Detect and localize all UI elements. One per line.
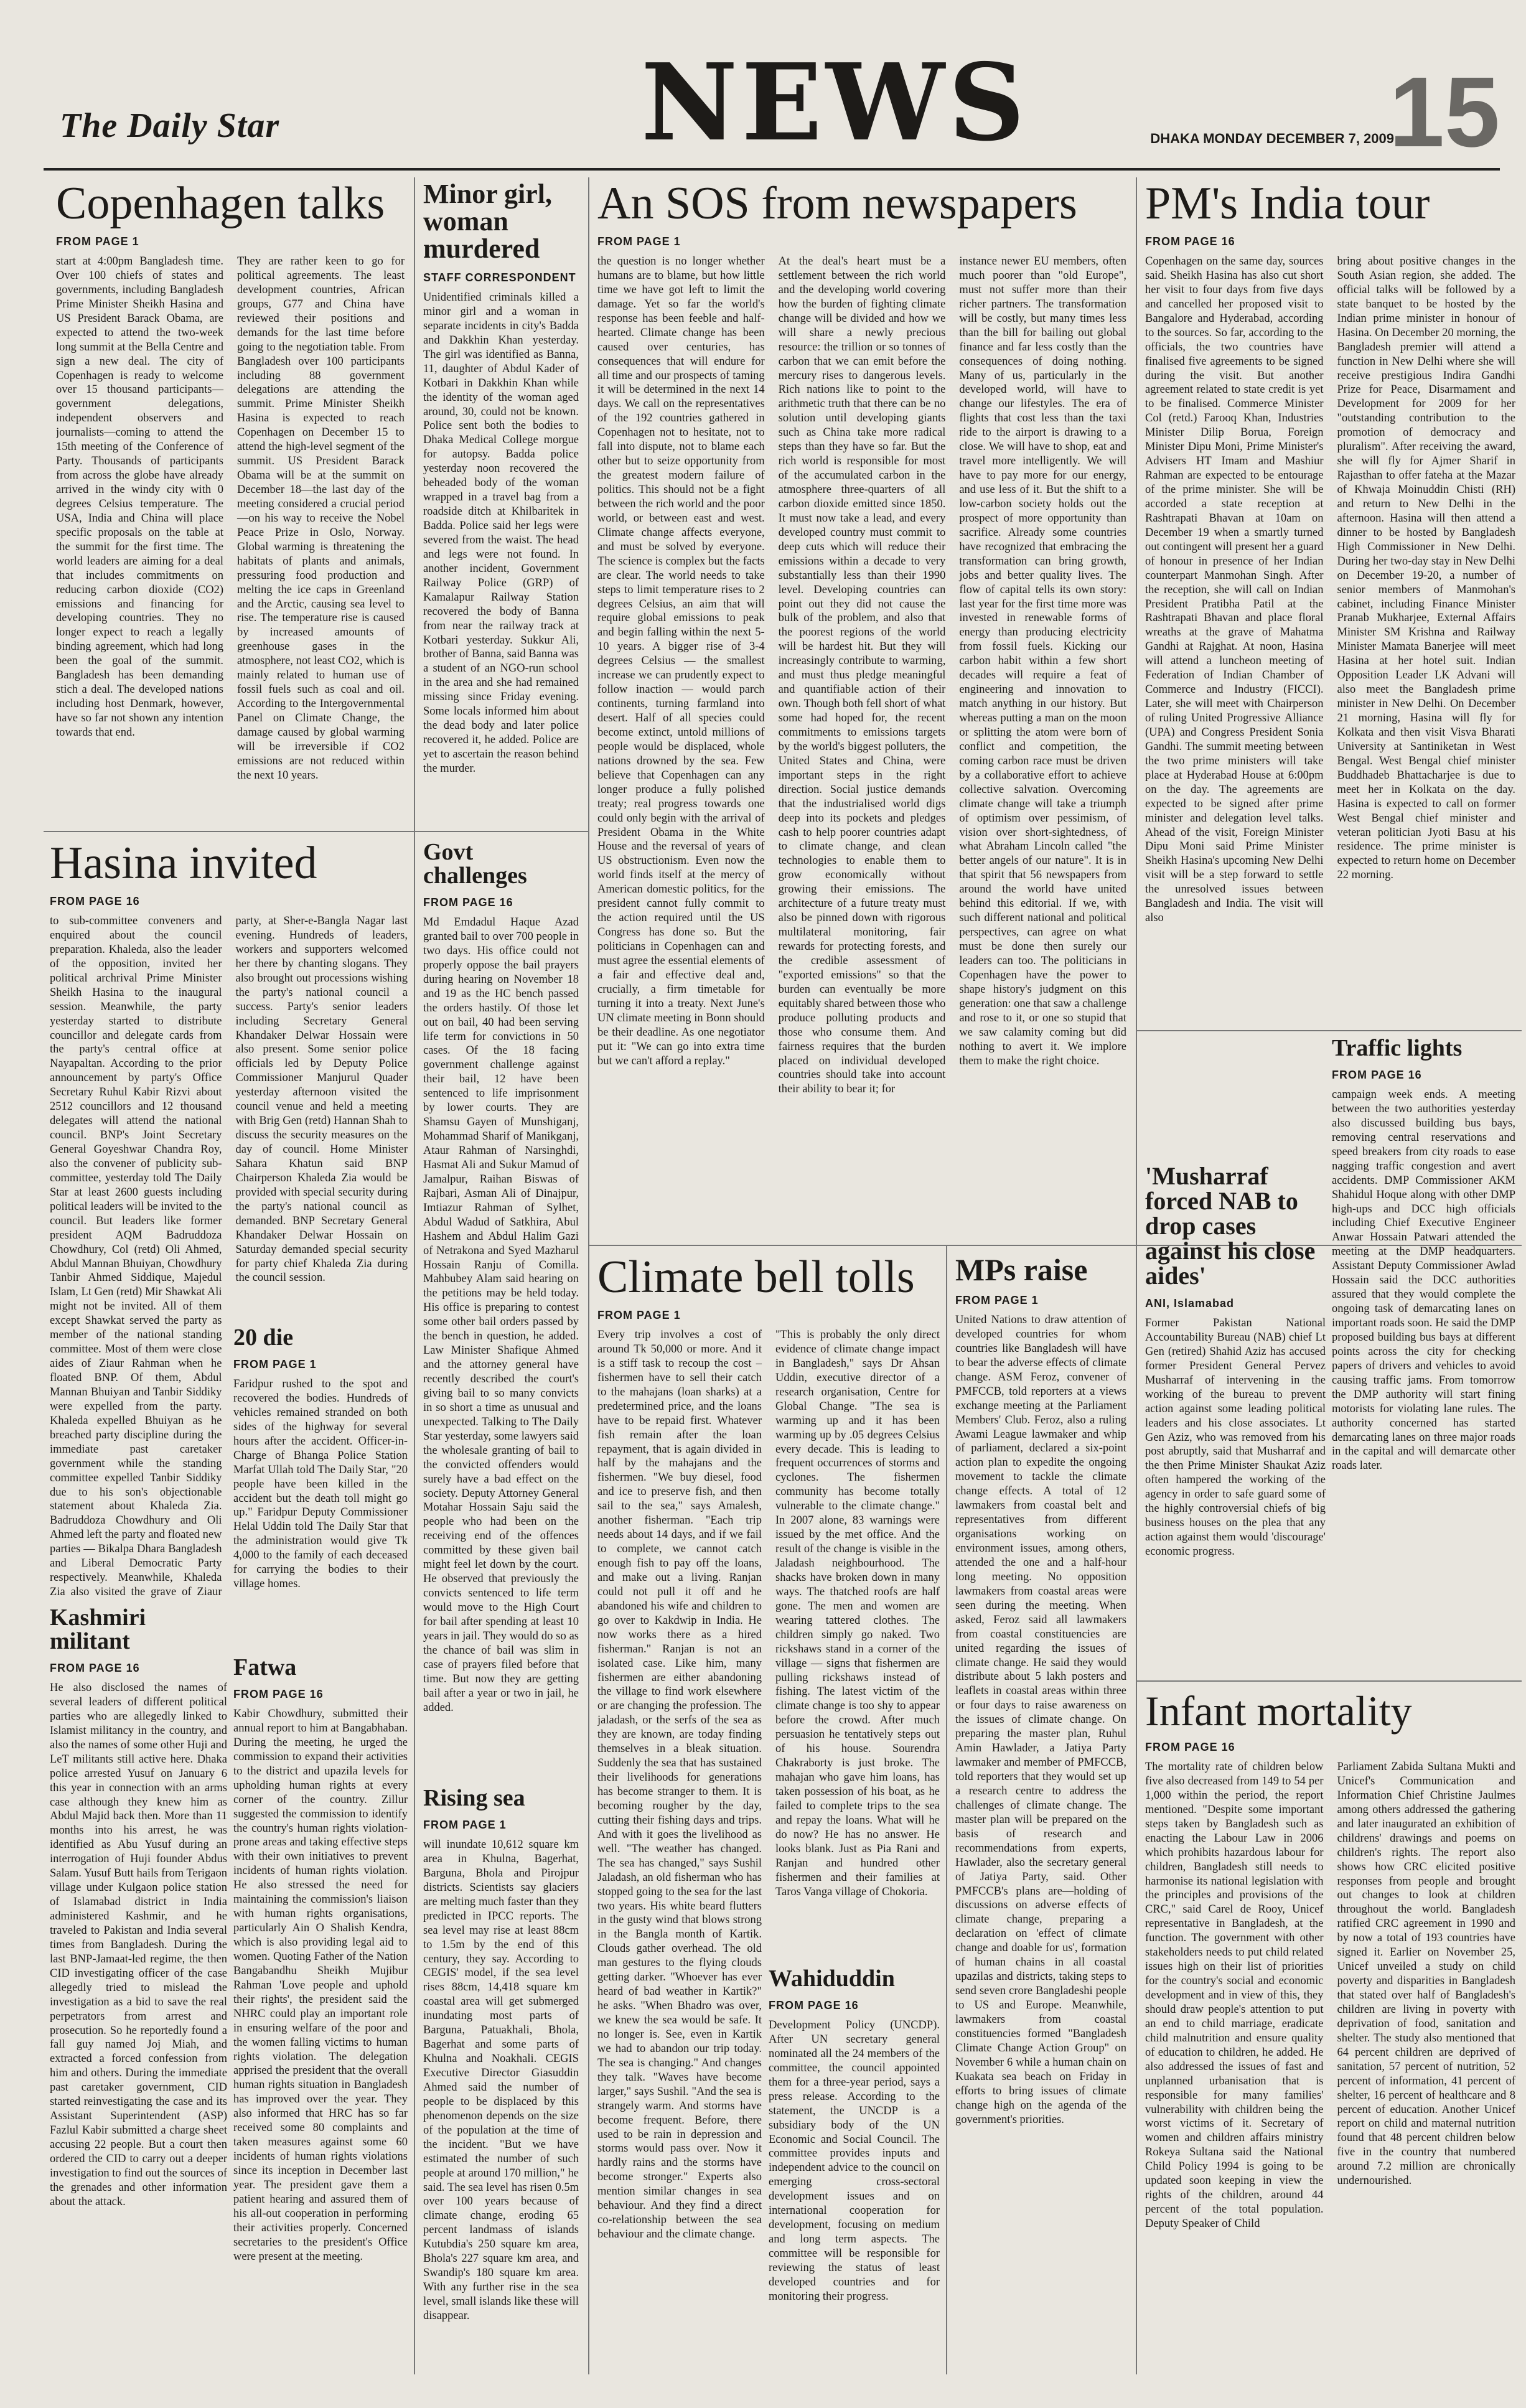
headline: Kashmiri militant: [50, 1606, 146, 1654]
article-mps-raise: [955, 1254, 1126, 2371]
byline: FROM PAGE 16: [233, 1688, 324, 1700]
body-column: campaign week ends. A meeting between the two authorities yesterday also discussed building bus bays, removing central reservations and speed breakers from city roads to ease nagging traffic congestion and avert accidents. DMP Commissioner AKM Shahidul Hoque along with other DMP high-ups and DCC high officials including Chief Executive Engineer Anwar Hossain Patwari attended the meeting at the DMP headquarters. Assistant Deputy Commissioner Awlad Hossain said the DCC authorities assured that they would complete the ongoing task of demarcating lanes on important roads soon. He said the DMP proposed building bus bays at different points across the city for checking papers of drivers and vehicles to avoid causing traffic jams. From tomorrow the DMP authority will start fining motorists for violating lane rules. The authority concerned has started demarcating lanes on three major roads in the capital and will demarcate other roads later.: [1332, 1089, 1515, 1473]
byline: FROM PAGE 16: [769, 1999, 859, 2012]
headline: Govt challenges: [423, 840, 527, 889]
byline: ANI, Islamabad: [1145, 1297, 1235, 1309]
byline: FROM PAGE 16: [50, 895, 140, 907]
body-column: Copenhagen on the same day, sources said. Sheikh Hasina has also cut short her visit to four days from five days and cancelled her proposed visit to Bangalore and Hyderabad, according to the sources. So far, according to the officials, the two countries have finalised five agreements to be signed during the visit. But another agreement related to state credit is yet to be finalised. Commerce Minister Col (retd.) Farooq Khan, Industries Minister Dilip Borua, Foreign Minister Dipu Moni, Prime Minister's Advisers HT Imam and Mashiur Rahman are expected to be entourage of the prime minister. She will be accorded a state reception at Rashtrapati Bhavan at 10am on December 19 when a smartly turned out contingent will present her a guard of honour in presence of her Indian counterpart Manmohan Singh. After the reception, she will call on Indian President Pratibha Patil at the Rashtrapati Bhavan and place floral wreaths at the grave of Mahatma Gandhi at Rajghat. At noon, Hasina will attend a luncheon meeting of Federation of Indian Chamber of Commerce and Industry (FICCI). Later, she will meet with Chairperson of ruling United Progressive Alliance (UPA) and Congress President Sonia Gandhi. The summit meeting between the two prime ministers will take place at Hyderabad House at 6:00pm on the day. The agreements are expected to be signed after prime minister and delegation level talks. Ahead of the visit, Foreign Minister Dipu Moni said Prime Minister Sheikh Hasina's upcoming New Delhi visit will be a step forward to settle the unresolved issues between Bangladesh and India. The visit will also: [1145, 255, 1324, 925]
byline: FROM PAGE 1: [233, 1358, 317, 1370]
body-column: the question is no longer whether humans are to blame, but how little time we have got left to limit the damage. Yet so far the world's response has been feeble and half-hearted. Climate change has been caused over centuries, has consequences that will endure for all time and our prospects of taming it will be determined in the next 14 days. We call on the representatives of the 192 countries gathered in Copenhagen not to hesitate, not to fall into dispute, not to blame each other but to seize opportunity from the greatest modern failure of politics. This should not be a fight between the rich world and the poor world, or between east and west. Climate change affects everyone, and must be solved by everyone. The science is complex but the facts are clear. The world needs to take steps to limit temperature rises to 2 degrees Celsius, an aim that will require global emissions to peak and begin falling within the next 5-10 years. A bigger rise of 3-4 degrees Celsius — the smallest increase we can prudently expect to follow inaction — would parch continents, turning farmland into desert. Half of all species could become extinct, untold millions of people would be displaced, whole nations drowned by the sea. Few believe that Copenhagen can any longer produce a fully polished treaty; real progress towards one could only begin with the arrival of President Obama in the White House and the reversal of years of US obstructionism. Even now the world finds itself at the mercy of American domestic politics, for the president cannot fully commit to the action required until the US Congress has done so. But the politicians in Copenhagen can and must agree the essential elements of a fair and effective deal and, crucially, a firm timetable for turning it into a treaty. Next June's UN climate meeting in Bonn should be their deadline. As one negotiator put it: "We can go into extra time but we can't afford a replay.": [597, 255, 765, 1067]
headline: 20 die: [233, 1326, 294, 1351]
body-column: start at 4:00pm Bangladesh time. Over 100 chiefs of states and governments, including Bangladesh Prime Minister Sheikh Hasina and US President Barack Obama, are expected to attend the two-week long summit at the Bella Centre and sign a new deal. The city of Copenhagen is ready to welcome over 15 thousand participants—government delegations, independent observers and journalists—coming to attend the 15th meeting of the Conference of Party. Thousands of participants from across the globe have already arrived in the windy city with 0 degrees Celsius temperature. The USA, India and China will place specific proposals on the table at the summit for the first time. The world leaders are aiming for a deal that includes commitments on reducing carbon dioxide (CO2) emissions and financing for developing countries. They no longer expect to reach a legally binding agreement, which had long been the goal of the summit. Bangladesh has been demanding stich a deal. The developed nations including host Denmark, however, have so far not shown any intention towards that end.: [56, 255, 223, 739]
body-column: Development Policy (UNCDP). After UN secretary general nominated all the 24 members of the committee, the council appointed them for a three-year period, says a press release. According to the statement, the UNCDP is a subsidiary body of the UN Economic and Social Council. The committee provides inputs and independent advice to the council on emerging cross-sectoral development issues and on international cooperation for development, focusing on medium and long term aspects. The committee will be responsible for reviewing the status of least developed countries and for monitoring their progress.: [769, 2019, 940, 2303]
body-column: The mortality rate of children below five also decreased from 149 to 54 per 1,000 within the period, the report mentioned. "Despite some important steps taken by Bangladesh such as enacting the Labour Law in 2006 which prohibits hazardous labour for children, Bangladesh still needs to harmonise its national legislation with the principles and provisions of the CRC," said Carel de Rooy, Unicef representative in Bangladesh, at the function. The government with other stakeholders needs to put child related issues high on their list of priorities for the country's social and economic development and in view of this, they should draw people's attention to put an end to child marriage, eradicate child malnutrition and ensure quality of education to children, he added. He also addressed the issues of fast and unplanned urbanisation that is responsible for many families' vulnerability with children being the worst victims of it. Secretary of women and children affairs ministry Rokeya Sultana said the National Child Policy 1994 is going to be updated soon keeping in view the rights of the children, around 44 percent of the total population. Deputy Speaker of Child: [1145, 1761, 1324, 2230]
byline: FROM PAGE 1: [56, 235, 139, 248]
article-kashmiri-militant: [50, 1606, 227, 2371]
byline: FROM PAGE 16: [423, 896, 513, 909]
article-fatwa: [233, 1656, 408, 2371]
body-column: Every trip involves a cost of around Tk 50,000 or more. And it is a stiff task to recoup the cost – fishermen have to sell their catch to the mahajans (loan sharks) at a predetermined price, and the loans have to be repaid first. Whatever fish remain after the loan repayment, that is again divided in half by the mahajans and the fishermen. "We buy diesel, food and ice to preserve fish, and then sail to the sea," says Amalesh, another fisherman. "Each trip needs about 14 days, and if we fail to complete, we cannot catch enough fish to pay off the loans, and make out a living. Ranjan could not pull it off and he abandoned his wife and children to go over to Kakdwip in India. He now works there as a hired fisherman." Ranjan is not an isolated case. Like him, many fishermen are either abandoning the village to find work elsewhere or are changing the profession. The jaladash, or the serfs of the sea as they are known, are today finding themselves in a bleak situation. Suddenly the sea that has sustained their livelihoods for generations has become stranger to them. It is becoming rougher by the day, cutting their fishing days and trips. And with it goes the livelihood as well. "The weather has changed. The sea has changed," says Sushil Jaladash, an old fisherman who has stopped going to the sea for the last two years. His white beard flutters in the gusty wind that blows strong in the Bangla month of Kartik. Clouds gather overhead. The old man gestures to the flying clouds getting darker. "Whoever has ever heard of bad weather in Kartik?" he asks. "When Bhadro was over, we knew the sea would be safe. It no longer is. See, even in Kartik we had to abandon our trip today. The sea is changing." And changes they talk. "Waves have become larger," says Sushil. "And the sea is strangely warm. And storms have become frequent. Before, there used to be rain in depression and storms would pass over. Now it hardly rains and the storms have become stronger." Experts also mention similar changes in sea behaviour. And they find a direct co-relationship between the sea behaviour and the climate change.: [597, 1329, 762, 2241]
article-govt-challenges: [423, 840, 579, 1774]
headline: Climate bell tolls: [597, 1254, 915, 1303]
headline: MPs raise: [955, 1254, 1088, 1287]
body-column: He also disclosed the names of several leaders of different political parties who are allegedly linked to Islamist militancy in the country, and also the names of some other Huji and LeT militants still active here. Dhaka police arrested Yusuf on January 6 this year in connection with an arms case although they knew him as Abdul Majid back then. More than 11 months into his arrest, he was identified as Abu Yusuf during an interrogation of Huji founder Abdus Salam. Yusuf Butt hails from Terigaon village under Kulgaon police station of Islamabad district in India administered Kashmir, and he traveled to Pakistan and India several times from Bangladesh. During the last BNP-Jamaat-led regime, the then CID investigating officer of the case allegedly tried to mislead the investigation as a bid to save the real perpetrators from arrest and prosecution. So he reportedly found a fall guy named Joj Miah, and extracted a forced confession from him and others. During the immediate past caretaker government, CID started reinvestigating the case and its Assistant Superintendent (ASP) Fazlul Kabir submitted a charge sheet accusing 22 people. But a court then ordered the CID to carry out a deeper investigation to find out the sources of the grenades and other information about the attack.: [50, 1682, 227, 2208]
headline: Wahiduddin: [769, 1967, 895, 1992]
article-infant-mortality: [1145, 1690, 1515, 2371]
headline: Minor girl, woman murdered: [423, 180, 552, 264]
body-column: to sub-committee conveners and enquired about the council preparation. Khaleda, also the leader of the opposition, invited her political archrival Prime Minister Sheikh Hasina to the inaugural session. Meanwhile, the party yesterday started to distribute councillor and delegate cards from the party's central office at Nayapaltan. According to the prior announcement by party's Office Secretary Ruhul Kabir Rizvi about 2512 councillors and 12 thousand delegates will attend the national council. BNP's Joint Secretary General Goyeshwar Chandra Roy, also the convener of publicity sub-committee, yesterday told The Daily Star at least 2600 guests including political leaders will be invited to the council. But leaders like former president AQM Badruddoza Chowdhury, Col (retd) Oli Ahmed, Abdul Mannan Bhuiyan, Chowdhury Tanbir Ahmed Siddique, Majedul Islam, Lt Gen (retd) Mir Shawkat Ali might not be invited. All of them except Shawkat served the party as member of the national standing committee. Most of them were close aides of Ziaur Rahman when he floated BNP. Of them, Abdul Mannan Bhuiyan and Tanbir Siddiky were expelled from the party. Khaleda expelled Bhuiyan as he breached party discipline during the immediate past caretaker government while the standing committee expelled Tanbir Siddiky due to his son's objectionable statement about Khaleda Zia. Badruddoza Chowdhury and Oli Ahmed left the party and floated new parties — Bikalpa Dhara Bangladesh and Liberal Democratic Party respectively. Meanwhile, Khaleda Zia also visited the grave of Ziaur: [50, 915, 222, 1599]
headline: Traffic lights: [1332, 1036, 1463, 1061]
headline: Rising sea: [423, 1786, 525, 1811]
section-title: NEWS: [641, 40, 1029, 165]
byline: FROM PAGE 1: [955, 1294, 1039, 1306]
body-column: United Nations to draw attention of developed countries for whom countries like Bangladesh will have to bear the adverse effects of climate change. ASM Feroz, convener of PMFCCB, told reporters at a views exchange meeting at the Parliament Members' Club. Feroz, also a ruling Awami League lawmaker and whip of parliament, declared a six-point action plan to expedite the ongoing movement to tackle the climate change effects. A total of 12 lawmakers from coastal belt and representatives from different organisations working on environment issues, among others, attended the one and a half-hour long meeting. No opposition lawmakers from coastal areas were seen during the meeting. When asked, Feroz said all lawmakers from coastal constituencies are united regarding the issues of climate change. He said they would distribute about 5 lakh posters and leaflets in coastal areas within three or four days to raise awareness on the issues of climate change. On preparing the master plan, Ruhul Amin Hawlader, a Jatiya Party lawmaker and member of PMFCCB, told reporters that they would set up a research centre to address the challenges of climate change. The master plan will be prepared on the basis of research and recommendations from experts, Hawlader, also the secretary general of Jatiya Party, said. Other PMFCCB's plans are—holding of discussions on adverse effects of climate change, preparing a declaration on 'effect of climate change and doable for us', formation of human chains in all coastal upazilas and districts, taking steps to send seven crore Bangladeshi people to US and Europe. Meanwhile, lawmakers from coastal constituencies formed "Bangladesh Climate Change Action Group" on November 6 while a human chain on Kuakata sea beach on Friday in efforts to bring issues of climate change high on the agenda of the government's priorities.: [955, 1314, 1126, 2126]
body-column: Parliament Zabida Sultana Mukti and Unicef's Communication and Information Chief Christine Jaulmes among others addressed the gathering and later inaugurated an exhibition of childrens' drawings and poems on children's rights. The report also shows how CRC elicited positive responses from people and brought out changes to look at children throughout the world. Bangladesh ratified CRC agreement in 1990 and by now a total of 193 countries have signed it. Earlier on November 25, Unicef unveiled a study on child poverty and disparities in Bangladesh that stated over half of Bangladesh's children are living in poverty with deprivation of food, sanitation and shelter. The study also mentioned that 64 percent children are deprived of sanitation, 57 percent of nutrition, 52 percent of information, 41 percent of shelter, 16 percent of healthcare and 8 percent of education. Another Unicef report on child and maternal nutrition found that 48 percent children below five in the country that numbered around 7.2 million are chronically undernourished.: [1337, 1761, 1515, 2188]
page-number: 15: [1389, 56, 1500, 167]
dateline: DHAKA MONDAY DECEMBER 7, 2009: [1150, 131, 1394, 146]
body-column: instance newer EU members, often much poorer than "old Europe", must not suffer more than their richer partners. The transformation will be costly, but many times less than the bill for bailing out global finance and far less costly than the consequences of doing nothing. Many of us, particularly in the developed world, will have to change our lifestyles. The era of flights that cost less than the taxi ride to the airport is drawing to a close. We will have to shop, eat and travel more intelligently. We will have to pay more for our energy, and use less of it. But the shift to a low-carbon society holds out the prospect of more opportunity than sacrifice. Already some countries have recognized that embracing the transformation can bring growth, jobs and better quality lives. The flow of capital tells its own story: last year for the first time more was invested in renewable forms of energy than producing electricity from fossil fuels. Kicking our carbon habit within a few short decades will require a feat of engineering and innovation to match anything in our history. But whereas putting a man on the moon or splitting the atom were born of conflict and competition, the coming carbon race must be driven by a collaborative effort to achieve collective salvation. Overcoming climate change will take a triumph of optimism over pessimism, of vision over short-sightedness, of what Abraham Lincoln called "the better angels of our nature". It is in that spirit that 56 newspapers from around the world have united behind this editorial. If we, with such different national and political perspectives, can agree on what must be done then surely our leaders can too. The politicians in Copenhagen have the power to shape history's judgment on this generation: one that saw a challenge and rose to it, or one so stupid that we saw calamity coming but did nothing to avert it. We implore them to make the right choice.: [959, 255, 1126, 1067]
byline: FROM PAGE 1: [597, 1309, 681, 1321]
byline: FROM PAGE 16: [1332, 1069, 1422, 1081]
headline: Fatwa: [233, 1656, 297, 1680]
masthead: [44, 37, 1500, 171]
article-traffic-lights: [1332, 1036, 1515, 1674]
byline: FROM PAGE 16: [1145, 1741, 1235, 1753]
article-musharraf: [1145, 1164, 1326, 1674]
body-column: Former Pakistan National Accountability Bureau (NAB) chief Lt Gen (retired) Shahid Aziz has accused former President General Pervez Musharraf of intervening in the working of the bureau to prevent action against some leading political leaders and his close associates. Lt Gen Aziz, who was removed from his post abruptly, said that Musharraf and the then Prime Minister Shaukat Aziz often hampered the working of the agency in order to safe guard some of the highly controversial chiefs of big business houses on the plea that any action against them would 'discourage' economic progress.: [1145, 1317, 1326, 1558]
byline: FROM PAGE 1: [597, 235, 681, 248]
headline: Infant mortality: [1145, 1690, 1412, 1735]
body-column: Faridpur rushed to the spot and recovered the bodies. Hundreds of vehicles remained stranded on both sides of the highway for several hours after the accident. Officer-in-Charge of Bhanga Police Station Marfat Ullah told The Daily Star, "20 people have been killed in the accident but the death toll might go up." Faridpur Deputy Commissioner Helal Uddin told The Daily Star that the administration would give Tk 4,000 to the family of each deceased for carrying the bodies to their village homes.: [233, 1378, 408, 1591]
article-rising-sea: [423, 1786, 579, 2371]
article-minor-girl: [423, 180, 579, 825]
article-copenhagen-talks: [56, 180, 405, 822]
body-column: "This is probably the only direct evidence of climate change impact in Bangladesh," says Dr Ahsan Uddin, executive director of a research organisation, Centre for Global Change. "The sea is warming up and it has been warming up by .05 degrees Celsius every decade. This is leading to frequent occurrences of storms and cyclones. The fishermen community has become totally vulnerable to the climate change." In 2007 alone, 83 warnings were issued by the met office. And the result of the change is visible in the Jaladash neighbourhood. The shacks have broken down in many ways. The thatched roofs are half gone. The men and women are wearing tattered clothes. The children simply go naked. Two rickshaws stand in a corner of the village — signs that fishermen are pulling rickshaws instead of fishing. The latest victim of the climate change is too shy to appear before the crowd. After much persuasion he tentatively steps out of his house. Sourendra Chakraborty is just broke. The mahajan who gave him loans, has taken possession of his boat, as he failed to complete trips to the sea and repay the loans. What will he do now? He has no answer. He looks blank. Just as Pia Rani and Ranjan and hundred other fishermen and their families at Taros Vanga village of Chokoria.: [775, 1329, 940, 1898]
body-column: bring about positive changes in the South Asian region, she added. The official talks will be followed by a state banquet to be hosted by the Indian prime minister in honour of Hasina. On December 20 morning, the Bangladesh premier will attend a function in New Delhi where she will receive prestigious Indira Gandhi Prize for Peace, Disarmament and Development for 2009 for her "outstanding contribution to the promotion of democracy and pluralism". After receiving the award, she will fly for Ajmer Sharif in Rajasthan to offer fateha at the Mazar of Khwaja Moinuddin Chisti (RH) and return to New Delhi in the afternoon. Hasina will then attend a dinner to be hosted by Bangladesh High Commissioner in New Delhi. During her two-day stay in New Delhi on December 19-20, a number of senior members of Manmohan's cabinet, including Finance Minister Pranab Mukharjee, External Affairs Minister SM Krishna and Railway Minister Mamata Banerjee will meet Hasina at her hotel suit. Indian Opposition Leader LK Advani will also meet the Bangladesh prime minister in New Delhi. On December 21 morning, Hasina will fly for Kolkata and then visit Visva Bharati University at Santiniketan in West Bengal. West Bengal chief minister Buddhadeb Bhattacharjee is due to meet her in Kolkata on the day. Hasina is expected to call on former West Bengal chief minister and veteran politician Jyoti Basu at his residence. The prime minister is expected to return home on December 22 morning.: [1337, 255, 1515, 882]
headline: Copenhagen talks: [56, 180, 385, 229]
body-column: They are rather keen to go for political agreements. The least development countries, African groups, G77 and China have reviewed their positions and demands for the last time before going to the negotiation table. From Bangladesh over 100 participants including 88 government delegations are attending the summit. Prime Minister Sheikh Hasina is expected to reach Copenhagen on December 15 to attend the high-level segment of the summit. US President Barack Obama will be at the summit on December 18—the last day of the meeting considered a crucial period—on his way to receive the Nobel Peace Prize in Oslo, Norway. Global warming is threatening the habitats of plants and animals, pressuring food production and melting the ice caps in Greenland and the Arctic, causing sea level to rise. The temperature rise is caused by increased amounts of greenhouse gases in the atmosphere, not least CO2, which is mainly related to human use of fossil fuels such as coal and oil. According to the Intergovernmental Panel on Climate Change, the damage caused by global warming will be irreversible if CO2 emissions are not reduced within the next 10 years.: [237, 255, 405, 782]
headline: An SOS from newspapers: [597, 180, 1077, 229]
headline: PM's India tour: [1145, 180, 1430, 229]
body-column: Unidentified criminals killed a minor girl and a woman in separate incidents in city's Badda and Dakkhin Khan yesterday. The girl was identified as Banna, 11, daughter of Abdul Kader of Kotbari in Dakkhin Khan while the identity of the woman aged around, 30, could not be known. Police sent both the bodies to Dhaka Medical College morgue for autopsy. Badda police yesterday noon recovered the beheaded body of the woman wrapped in a travel bag from a roadside ditch at Khilbaritek in Badda. Police said her legs were severed from the waist. The head and legs were not found. In another incident, Government Railway Police (GRP) of Kamalapur Railway Station recovered the body of Banna from near the railway track at Kotbari yesterday. Sukkur Ali, brother of Banna, said Banna was a student of an NGO-run school in the area and she had remained missing since Friday evening. Some locals informed him about the dead body and later police recovered it, he added. Police are yet to ascertain the reason behind the murder.: [423, 291, 579, 775]
byline: FROM PAGE 16: [1145, 235, 1235, 248]
headline: 'Musharraf forced NAB to drop cases against his close aides': [1145, 1164, 1316, 1290]
article-pm-india-tour: [1145, 180, 1515, 1021]
body-column: At the deal's heart must be a settlement between the rich world and the developing world covering how the burden of fighting climate change will be divided and how we will share a newly precious resource: the trillion or so tonnes of carbon that we can emit before the mercury rises to dangerous levels. Rich nations like to point to the arithmetic truth that there can be no solution until developing giants such as China take more radical steps than they have so far. But the rich world is responsible for most of the accumulated carbon in the atmosphere three-quarters of all carbon dioxide emitted since 1850. It must now take a lead, and every developed country must commit to deep cuts which will reduce their emissions within a decade to very substantially less than their 1990 level. Developing countries can point out they did not cause the bulk of the problem, and also that the poorest regions of the world will be hardest hit. But they will increasingly contribute to warming, and must thus pledge meaningful and quantifiable action of their own. Though both fell short of what some had hoped for, the recent commitments to emissions targets by the world's biggest polluters, the United States and China, were important steps in the right direction. Social justice demands that the industrialised world digs deep into its pockets and pledges cash to help poorer countries adapt to climate change, and clean technologies to enable them to grow economically without growing their emissions. The architecture of a future treaty must also be pinned down with rigorous multilateral monitoring, fair rewards for protecting forests, and the credible assessment of "exported emissions" so that the burden can eventually be more equitably shared between those who produce polluting products and those who consume them. And fairness requires that the burden placed on individual developed countries should take into account their ability to bear it; for: [778, 255, 946, 1096]
article-sos-newspapers: [597, 180, 1126, 1239]
body-column: party, at Sher-e-Bangla Nagar last evening. Hundreds of leaders, workers and supporters welcomed her there by chanting slogans. They also brought out processions wishing the party's national council a success. Party's senior leaders including Secretary General Khandaker Delwar Hossain were also present. Some senior police officials led by Deputy Police Commissioner Manjurul Quader yesterday afternoon visited the council venue and held a meeting with Brig Gen (retd) Hannan Shah to discuss the security measures on the day of council. Home Minister Sahara Khatun said BNP Chairperson Khaleda Zia would be provided with special security during the party's national council as demanded. BNP Secretary General Khandaker Delwar Hossain on Saturday demanded special security for party chief Khaleda Zia during the council session.: [235, 915, 408, 1285]
paper-name: The Daily Star: [60, 106, 280, 145]
byline: FROM PAGE 16: [50, 1662, 140, 1674]
body-column: will inundate 10,612 square km area in Khulna, Bagerhat, Barguna, Bhola and Pirojpur districts. Scientists say glaciers are melting much faster than they predicted in IPCC reports. The sea level may rise at least 88cm to 1.5m by the end of this century, they say. According to CEGIS' model, if the sea level rises 88cm, 14,418 square km coastal area will get submerged inundating most parts of Barguna, Patuakhali, Bhola, Bagerhat and some parts of Khulna and Noakhali. CEGIS Executive Director Giasuddin Ahmed said the number of people to be displaced by this phenomenon depends on the size of the population at the time of the incident. "But we have estimated the number of such people at around 170 million," he said. The sea level has risen 0.5m over 100 years because of climate change, eroding 65 percent landmass of islands Kutubdia's 250 square km area, Bhola's 227 square km area, and Swandip's 180 square km area. With any further rise in the sea level, small islands like these will disappear.: [423, 1839, 579, 2322]
headline: Hasina invited: [50, 840, 317, 889]
article-wahiduddin: [769, 1967, 940, 2371]
byline: FROM PAGE 1: [423, 1819, 507, 1831]
article-twenty-die: [233, 1326, 408, 1649]
body-column: Kabir Chowdhury, submitted their annual report to him at Bangabhaban. During the meeting, he urged the commission to expand their activities to the district and upazila levels for upholding human rights at every corner of the country. Zillur suggested the commission to identify the country's human rights violation-prone areas and taking effective steps with their own initiatives to prevent incidents of human rights violation. He also stressed the need for maintaining the commission's liaison with human rights organisations, particularly Ain O Shalish Kendra, which is also providing legal aid to women. Quoting Father of the Nation Bangabandhu Sheikh Mujibur Rahman 'Love people and uphold their rights', the president said the NHRC could play an important role in ensuring welfare of the poor and the women falling victims to human rights violation. The delegation apprised the president that the overall human rights situation in Bangladesh has improved over the year. They also informed that HRC has so far received some 80 complaints and taken measures against some 60 incidents of human rights violations since its inception in December last year. The president gave them a patient hearing and assured them of his all-out cooperation in performing their activities properly. Concerned secretaries to the president's Office were present at the meeting.: [233, 1708, 408, 2263]
body-column: Md Emdadul Haque Azad granted bail to over 700 people in two days. His office could not properly oppose the bail prayers during hearing on November 18 and 19 as the HC bench passed the orders hastily. Of those let out on bail, 40 had been serving life term for convictions in 50 cases. Of the 18 facing government challenge against their bail, 12 have been sentenced to life imprisonment by lower courts. They are Shamsu Gayen of Munshiganj, Mohammad Sharif of Manikganj, Ataur Rahman of Narsinghdi, Hasmat Ali and Sukur Mamud of Jamalpur, Raihan Biswas of Rajbari, Asman Ali of Dinajpur, Imtiazur Rahman of Sylhet, Abdul Wadud of Satkhira, Abul Hashem and Abdul Halim Gazi of Netrakona and Syed Mazharul Hossain Ranju of Comilla. Mahbubey Alam said hearing on the petitions may be held today. His office is preparing to contest some other bail orders passed by the bench in question, he added. Law Minister Shafique Ahmed and the attorney general have recently described the court's giving bail to so many convicts in so short a time as unusual and unexpected. Talking to The Daily Star yesterday, some lawyers said the wholesale granting of bail to the convicted offenders would surely have a bad effect on the society. Deputy Attorney General Motahar Hossain Saju said the people who had been on the receiving end of the offences committed by these given bail might feel let down by the court. He observed that previously the convicts sentenced to life term would move to the High Court for bail after spending at least 10 years in jail. They would do so as the chance of bail was slim in case of prayers filed before that time. But now they are getting bail after a year or two in jail, he added.: [423, 916, 579, 1714]
byline: STAFF CORRESPONDENT: [423, 271, 576, 284]
